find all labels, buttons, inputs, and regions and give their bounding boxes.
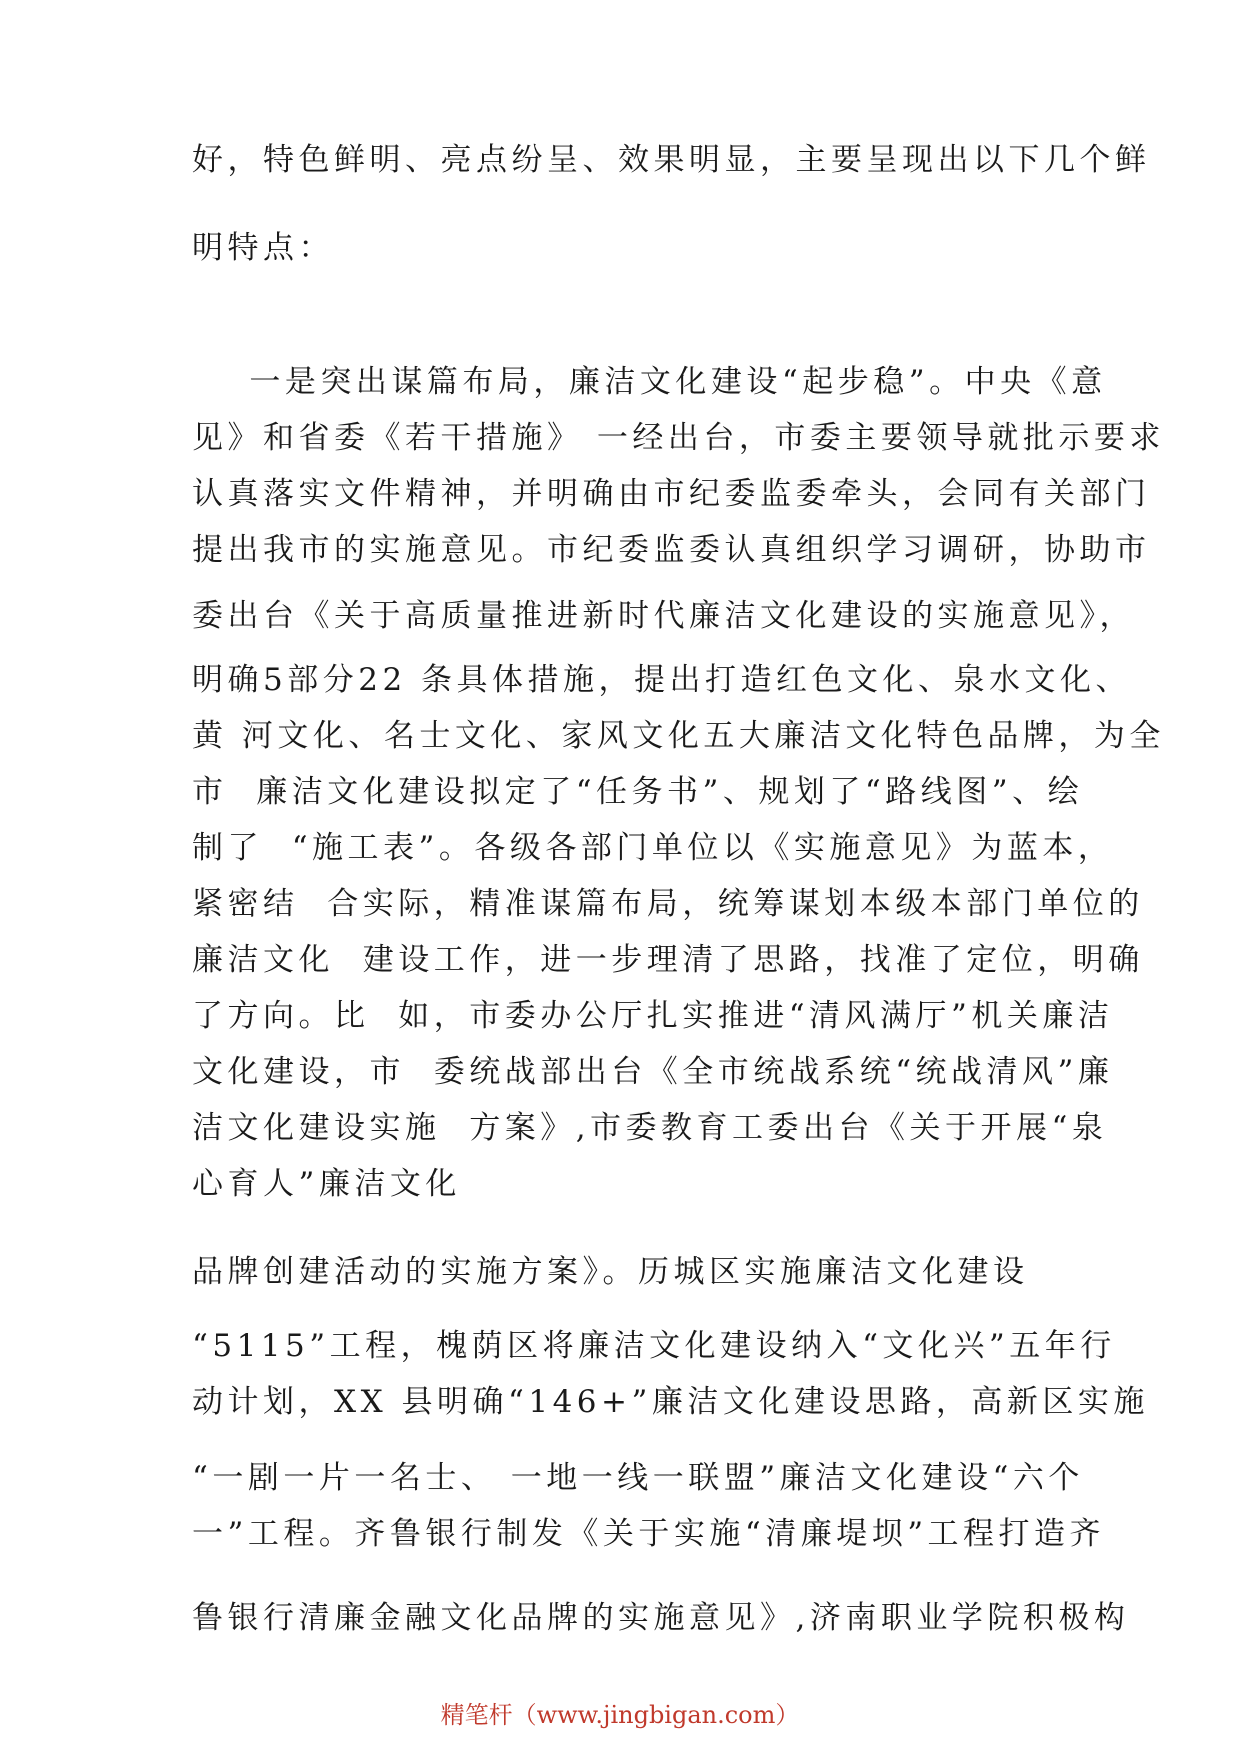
text-line-6: 提出我市的实施意见。市纪委监委认真组织学习调研，协助市: [192, 532, 1151, 568]
text-line-10: 市 廉洁文化建设拟定了“任务书”、规划了“路线图”、绘: [192, 774, 1084, 810]
text-line-22: 一”工程。齐鲁银行制发《关于实施“清廉堤坝”工程打造齐: [192, 1516, 1106, 1552]
text-line-18: 品牌创建活动的实施方案》。历城区实施廉洁文化建设: [192, 1254, 1029, 1290]
text-line-2: 明特点：: [192, 230, 334, 266]
text-line-7: 委出台《关于高质量推进新时代廉洁文化建设的实施意见》，: [192, 598, 1135, 634]
text-line-23: 鲁银行清廉金融文化品牌的实施意见》,济南职业学院积极构: [192, 1600, 1130, 1636]
text-line-17: 心育人”廉洁文化: [192, 1166, 461, 1202]
text-line-14: 了方向。比 如，市委办公厅扎实推进“清风满厅”机关廉洁: [192, 998, 1114, 1034]
text-line-13: 廉洁文化 建设工作，进一步理清了思路，找准了定位，明确: [192, 942, 1144, 978]
text-line-19: “5115”工程，槐荫区将廉洁文化建设纳入“文化兴”五年行: [192, 1328, 1116, 1364]
text-line-9: 黄 河文化、名士文化、家风文化五大廉洁文化特色品牌，为全: [192, 718, 1165, 754]
text-line-12: 紧密结 合实际，精准谋篇布局，统筹谋划本级本部门单位的: [192, 886, 1144, 922]
text-line-20: 动计划，XX 县明确“146+”廉洁文化建设思路，高新区实施: [192, 1384, 1149, 1420]
text-line-21: “一剧一片一名士、 一地一线一联盟”廉洁文化建设“六个: [192, 1460, 1084, 1496]
footer-watermark: 精笔杆（www.jingbigan.com）: [440, 1701, 800, 1729]
text-line-1: 好，特色鲜明、亮点纷呈、效果明显，主要呈现出以下几个鲜: [192, 142, 1151, 178]
text-line-3: 一是突出谋篇布局，廉洁文化建设“起步稳”。中央《意: [192, 364, 1107, 400]
text-line-16: 洁文化建设实施 方案》,市委教育工委出台《关于开展“泉: [192, 1110, 1108, 1146]
text-line-5: 认真落实文件精神，并明确由市纪委监委牵头，会同有关部门: [192, 476, 1151, 512]
text-line-11: 制了 “施工表”。各级各部门单位以《实施意见》为蓝本，: [192, 830, 1114, 866]
text-line-4: 见》和省委《若干措施》 一经出台，市委主要领导就批示要求: [192, 420, 1165, 456]
text-line-15: 文化建设，市 委统战部出台《全市统战系统“统战清风”廉: [192, 1054, 1114, 1090]
text-line-8: 明确5部分22 条具体措施，提出打造红色文化、泉水文化、: [192, 662, 1132, 698]
